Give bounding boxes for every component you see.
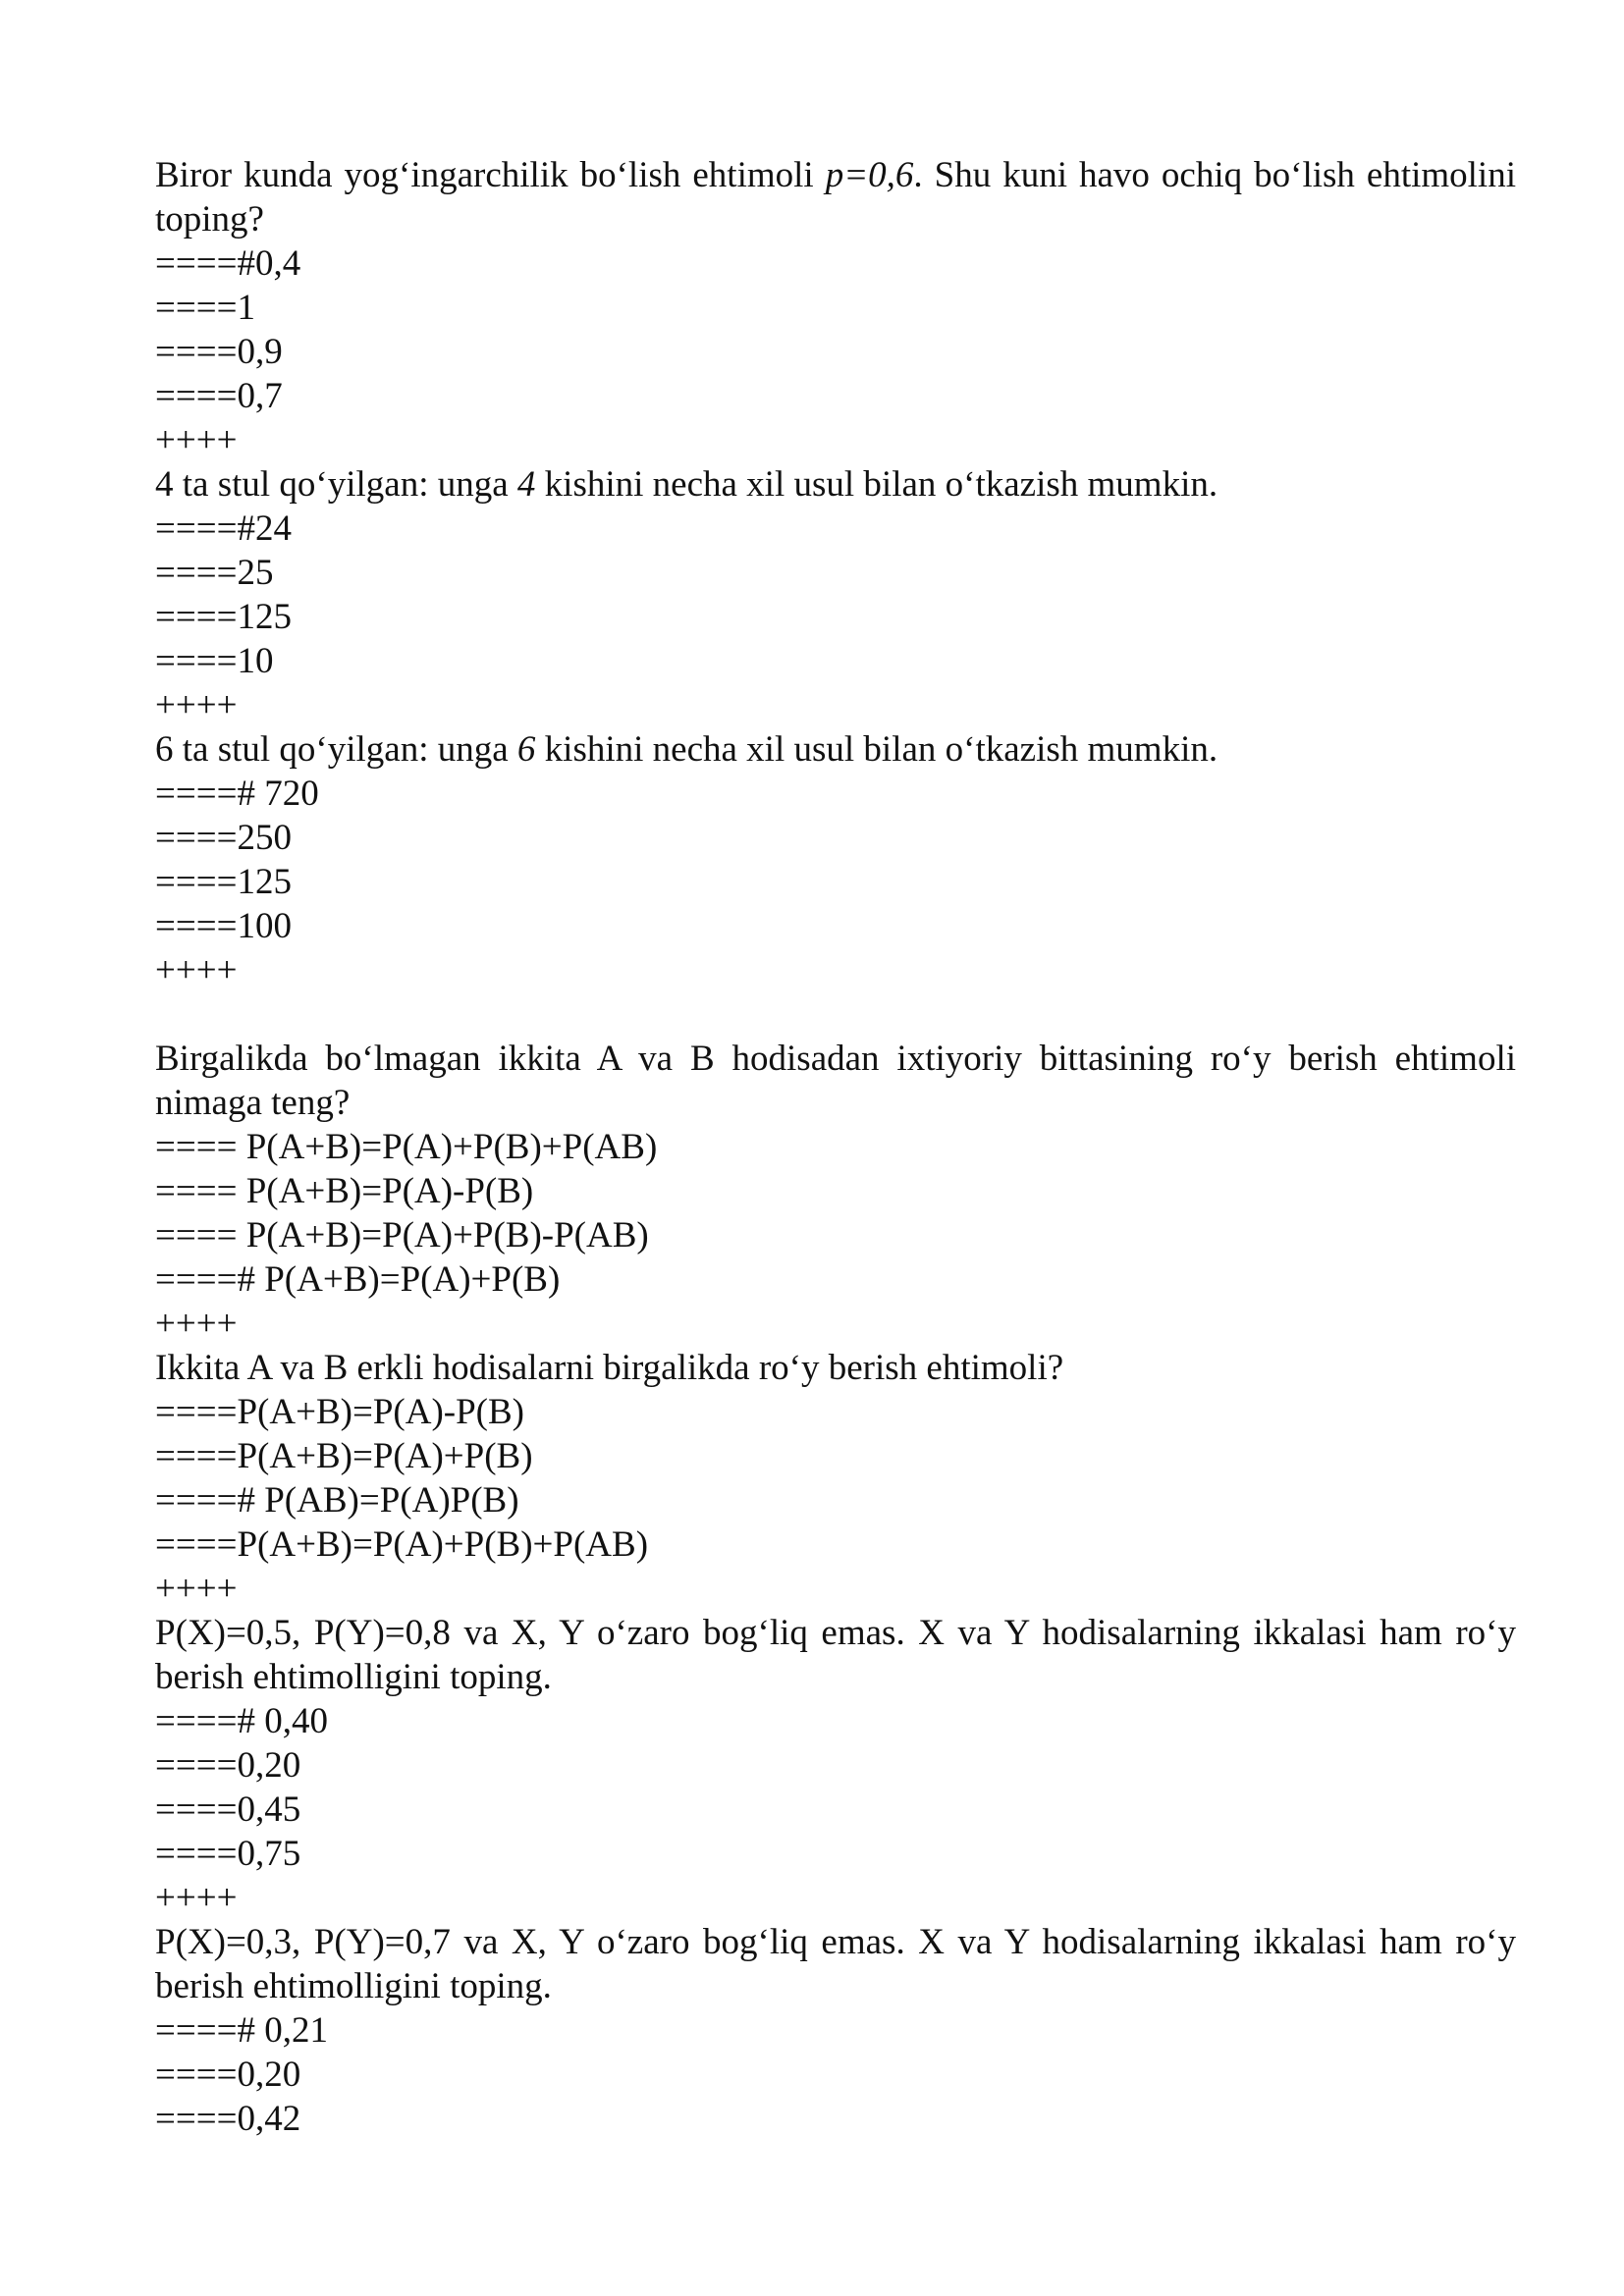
answer-option: ==== P(A+B)=P(A)+P(B)-P(AB) xyxy=(155,1215,649,1255)
question-text: Birgalikda bo‘lmagan ikkita A va B hodisadan ixtiyoriy bittasining ro‘y berish ehtimoli nimaga teng? xyxy=(155,1039,1516,1123)
question-block xyxy=(155,1611,1516,1920)
question-block xyxy=(155,1037,1516,1346)
answer-option: ====#0,4 xyxy=(155,243,301,284)
answer-option: ====100 xyxy=(155,906,292,946)
question-text: Ikkita A va B erkli hodisalarni birgalikda ro‘y berish ehtimoli? xyxy=(155,1348,1064,1388)
answer-option: ====1 xyxy=(155,288,255,328)
question-variable: 4 xyxy=(516,464,536,505)
answer-option: ==== P(A+B)=P(A)+P(B)+P(AB) xyxy=(155,1127,658,1167)
question-separator: ++++ xyxy=(155,1569,238,1609)
answer-option: ====0,42 xyxy=(155,2099,301,2139)
answer-option: ====0,45 xyxy=(155,1789,301,1830)
answer-option: ====P(A+B)=P(A)+P(B)+P(AB) xyxy=(155,1524,649,1565)
answer-option: ====#24 xyxy=(155,508,292,549)
question-separator: ++++ xyxy=(155,950,238,990)
answer-option: ====# P(A+B)=P(A)+P(B) xyxy=(155,1259,561,1300)
answer-option: ====# 720 xyxy=(155,774,319,814)
blank-line xyxy=(155,992,1516,1037)
question-text: P(X)=0,3, P(Y)=0,7 va X, Y o‘zaro bog‘liq emas. X va Y hodisalarning ikkalasi ham ro‘y berish ehtimolligini toping. xyxy=(155,1922,1516,2006)
question-text: 6 ta stul qo‘yilgan: unga 6 kishini necha xil usul bilan o‘tkazish mumkin. xyxy=(155,729,1218,770)
question-block xyxy=(155,1920,1516,2141)
question-block xyxy=(155,1346,1516,1611)
question-text: Biror kunda yog‘ingarchilik bo‘lish ehtimoli p=0,6. Shu kuni havo ochiq bo‘lish ehtimolini toping? xyxy=(155,155,1516,240)
question-separator: ++++ xyxy=(155,1304,238,1344)
question-separator: ++++ xyxy=(155,1878,238,1918)
answer-option: ====0,75 xyxy=(155,1834,301,1874)
answer-option: ====# 0,40 xyxy=(155,1701,328,1741)
answer-option: ====0,7 xyxy=(155,376,283,416)
question-variable: p=0,6 xyxy=(825,155,914,195)
document-page xyxy=(155,153,1516,2141)
answer-option: ====# 0,21 xyxy=(155,2010,328,2051)
question-variable: 6 xyxy=(516,729,536,770)
answer-option: ====P(A+B)=P(A)-P(B) xyxy=(155,1392,524,1432)
question-block xyxy=(155,153,1516,462)
answer-option: ====250 xyxy=(155,818,292,858)
answer-option: ====0,20 xyxy=(155,2055,301,2095)
answer-option: ====# P(AB)=P(A)P(B) xyxy=(155,1480,519,1521)
question-text: P(X)=0,5, P(Y)=0,8 va X, Y o‘zaro bog‘liq emas. X va Y hodisalarning ikkalasi ham ro‘y berish ehtimolligini toping. xyxy=(155,1613,1516,1697)
answer-option: ====125 xyxy=(155,862,292,902)
question-separator: ++++ xyxy=(155,685,238,725)
answer-option: ====25 xyxy=(155,553,274,593)
answer-option: ====10 xyxy=(155,641,274,681)
answer-option: ====125 xyxy=(155,597,292,637)
answer-option: ====0,20 xyxy=(155,1745,301,1786)
question-block xyxy=(155,727,1516,992)
question-block xyxy=(155,462,1516,727)
question-separator: ++++ xyxy=(155,420,238,460)
question-text: 4 ta stul qo‘yilgan: unga 4 kishini necha xil usul bilan o‘tkazish mumkin. xyxy=(155,464,1218,505)
answer-option: ====0,9 xyxy=(155,332,283,372)
answer-option: ==== P(A+B)=P(A)-P(B) xyxy=(155,1171,534,1211)
answer-option: ====P(A+B)=P(A)+P(B) xyxy=(155,1436,533,1476)
